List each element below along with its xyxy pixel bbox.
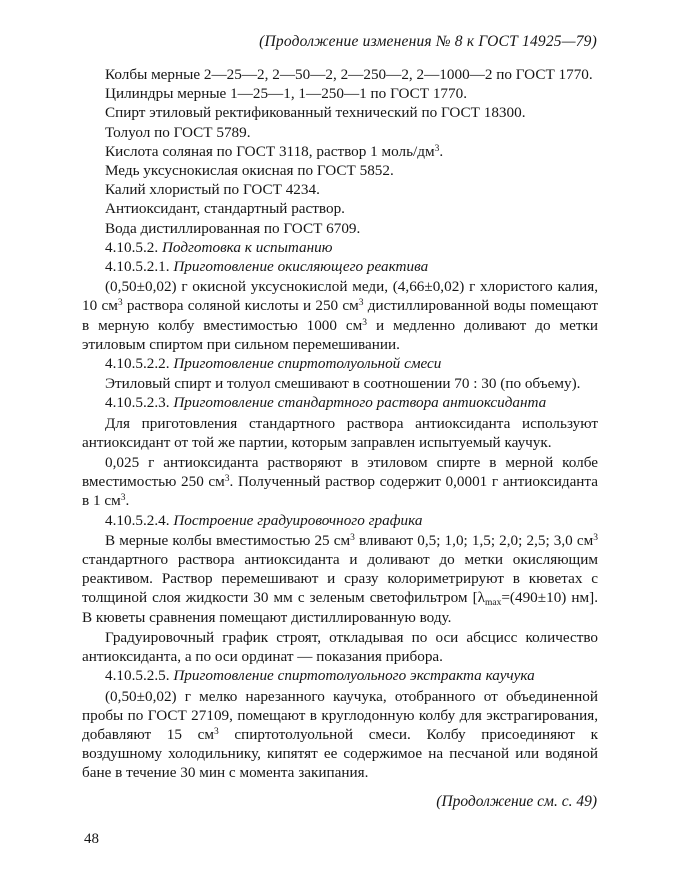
reagent-line: Спирт этиловый ректификованный технический по ГОСТ 18300. xyxy=(105,104,526,122)
section-number: 4.10.5.2.1. xyxy=(105,258,170,276)
continuation-note: (Продолжение см. с. 49) xyxy=(436,793,597,810)
paragraph: (0,50±0,02) г мелко нарезанного каучука, отобранного от объединенной пробы по ГОСТ 27109, помещают в круглодонную колбу для экстрагирования, добавляют 15 $см^3$ спиртотолуольной смеси. Колбу присоединяют к воздушному холодильнику, кипятят ее содержимое на песчаной или водяной бане в течение 30 мин с момента закипания. xyxy=(82,687,598,782)
section-heading xyxy=(82,666,598,685)
section-title: Построение градуировочного графика xyxy=(173,511,423,529)
reagent-line: Вода дистиллированная по ГОСТ 6709. xyxy=(105,219,361,237)
section-number: 4.10.5.2.5. xyxy=(105,667,170,685)
section-heading xyxy=(82,238,598,257)
paragraph: (0,50±0,02) г окисной уксуснокислой меди, (4,66±0,02) г хлористого калия, 10 $см^3$ раствора соляной кислоты и 250 $см^3$ дистиллированной воды помещают в мерную колбу вместимостью 1000 $см^3$ и медленно доливают до метки этиловым спиртом при сильном перемешивании. xyxy=(82,278,599,353)
section-title: Приготовление спиртотолуольного экстракта каучука xyxy=(173,667,535,685)
paragraph: В мерные колбы вместимостью 25 $см^3$ вливают 0,5; 1,0; 1,5; 2,0; 2,5; 3,0 $см^3$ стандартного раствора антиоксиданта и доливают до метки окисляющим реактивом. Раствор перемешивают и сразу колориметрируют в кюветах с толщиной слоя жидкости 30 мм с зеленым светофильтром [$\lambda_{max}=(490\pm 10)$ нм]. В кюветы сравнения помещают дистиллированную воду. xyxy=(82,531,598,626)
reagent-line: Колбы мерные 2—25—2, 2—50—2, 2—250—2, 2—1000—2 по ГОСТ 1770. xyxy=(105,66,593,83)
page-number: 48 xyxy=(84,831,99,847)
section-title: Приготовление стандартного раствора антиоксиданта xyxy=(173,394,547,412)
section-title: Приготовление окисляющего реактива xyxy=(173,258,429,276)
section-heading xyxy=(82,354,598,373)
document-body xyxy=(82,65,598,783)
reagent-line: Калий хлористый по ГОСТ 4234. xyxy=(105,181,320,199)
page-header: (Продолжение изменения № 8 к ГОСТ 14925—79) xyxy=(259,33,597,50)
section-number: 4.10.5.2. xyxy=(105,238,159,256)
section-number: 4.10.5.2.2. xyxy=(105,355,170,373)
section-heading xyxy=(82,257,598,276)
paragraph: Этиловый спирт и толуол смешивают в соотношении 70 : 30 (по объему). xyxy=(105,375,581,393)
reagent-line: Антиоксидант, стандартный раствор. xyxy=(105,200,345,218)
reagent-line: Цилиндры мерные 1—25—1, 1—250—1 по ГОСТ 1770. xyxy=(105,85,468,103)
section-title: Подготовка к испытанию xyxy=(161,238,333,256)
paragraph: Для приготовления стандартного раствора антиоксиданта используют антиоксидант от той же партии, которым заправлен испытуемый каучук. xyxy=(82,414,598,451)
reagent-line: Медь уксуснокислая окисная по ГОСТ 5852. xyxy=(105,162,394,180)
section-number: 4.10.5.2.4. xyxy=(105,511,170,529)
section-heading xyxy=(82,511,598,530)
section-heading xyxy=(82,393,598,412)
reagent-line: Кислота соляная по ГОСТ 3118, раствор 1 моль/$дм^3$. xyxy=(105,142,444,160)
paragraph: Градуировочный график строят, откладывая по оси абсцисс количество антиоксиданта, а по оси ординат — показания прибора. xyxy=(82,628,598,666)
section-title: Приготовление спиртотолуольной смеси xyxy=(173,355,442,373)
paragraph: 0,025 г антиоксиданта растворяют в этиловом спирте в мерной колбе вместимостью 250 $см^3$. Полученный раствор содержит 0,0001 г антиоксиданта в 1 $см^3$. xyxy=(82,454,598,510)
reagent-line: Толуол по ГОСТ 5789. xyxy=(105,123,251,141)
section-number: 4.10.5.2.3. xyxy=(105,394,170,412)
